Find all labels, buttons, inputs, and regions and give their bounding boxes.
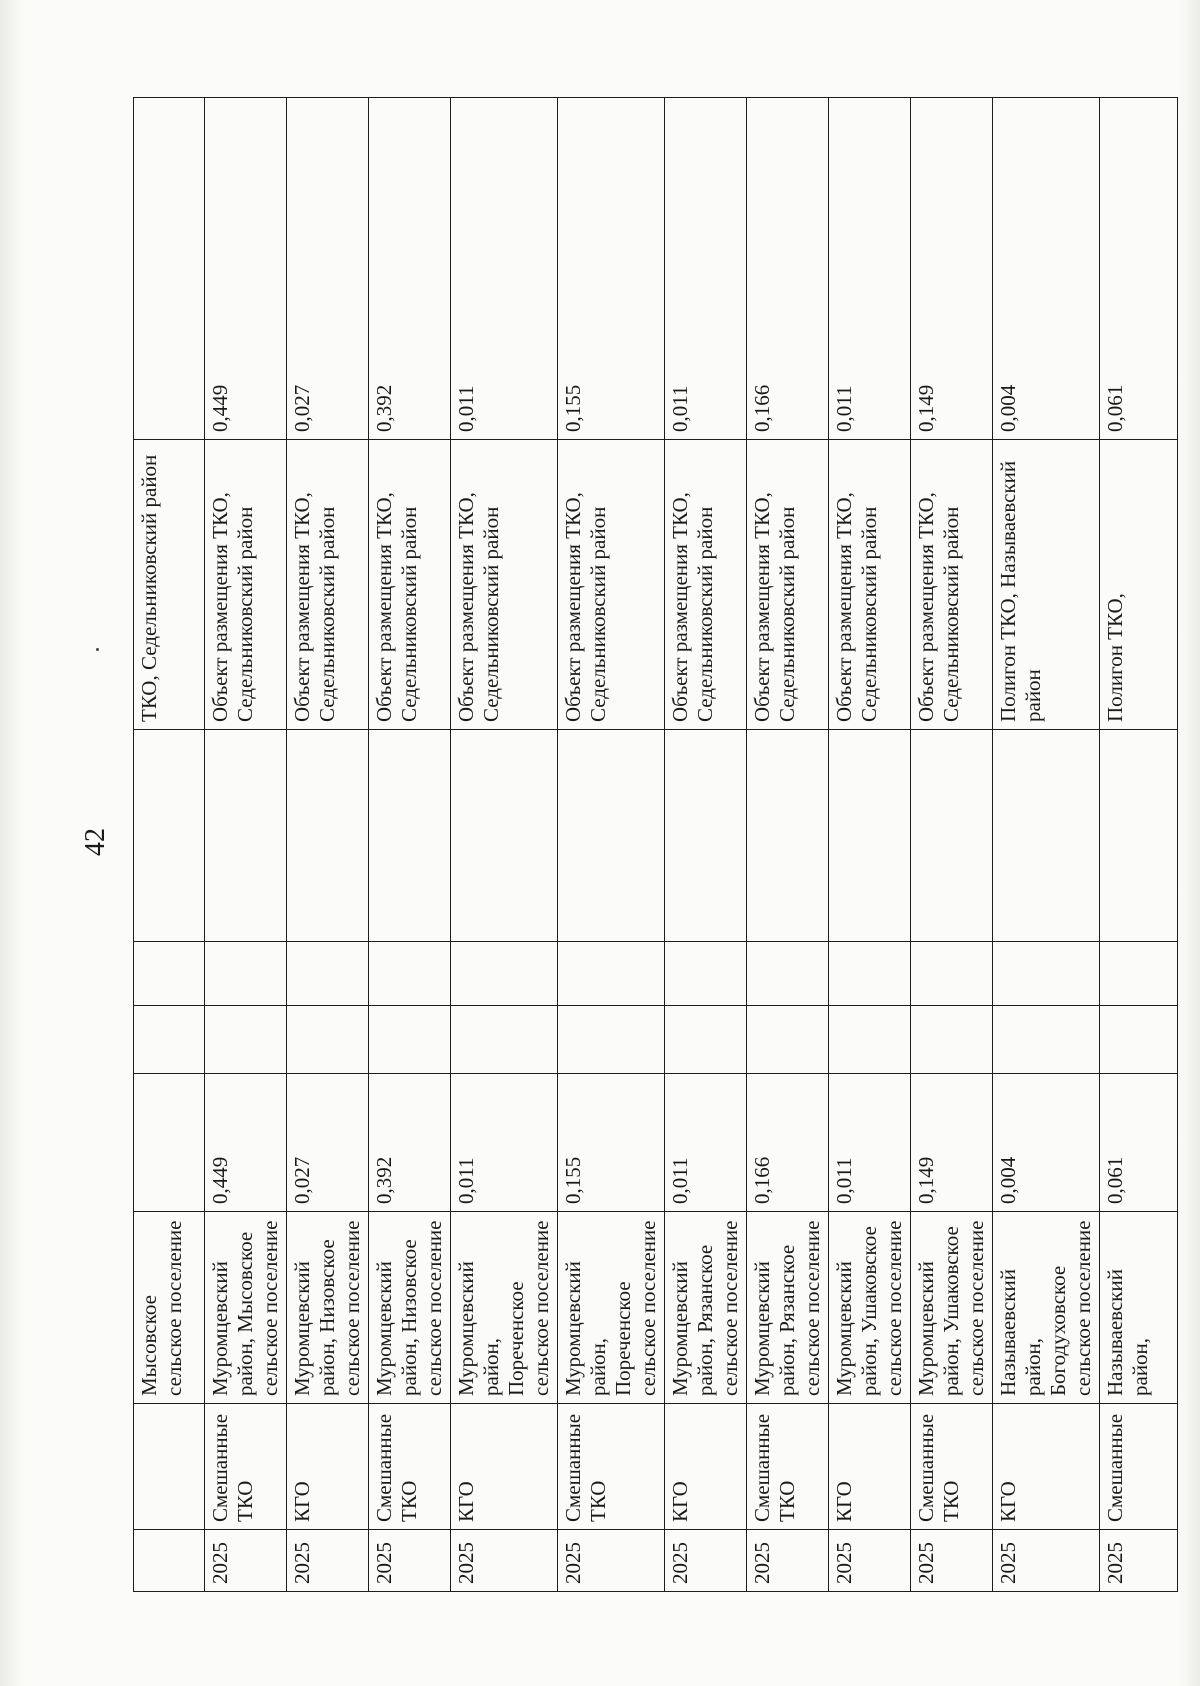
cell-volume: 0,061 <box>1100 1074 1178 1212</box>
cell-volume-received: 0,061 <box>1100 98 1178 440</box>
cell-empty-a <box>205 1006 287 1074</box>
cell-year: 2025 <box>993 1530 1100 1592</box>
cell-volume: 0,392 <box>369 1074 451 1212</box>
rotated-table-frame <box>133 98 1152 1592</box>
cell-source: Муромцевский район, Пореченское сельское поселение <box>451 1212 558 1404</box>
table-row <box>747 98 829 1592</box>
cell-empty-a <box>287 1006 369 1074</box>
scan-speck <box>96 648 99 651</box>
cell-waste-type: КГО <box>287 1404 369 1530</box>
table-row <box>665 98 747 1592</box>
cell-volume-received: 0,011 <box>829 98 911 440</box>
cell-volume-received: 0,011 <box>451 98 558 440</box>
cell-waste-type: КГО <box>993 1404 1100 1530</box>
cell-destination: Объект размещения ТКО, Седельниковский район <box>369 440 451 730</box>
cell-volume-received: 0,392 <box>369 98 451 440</box>
cell-destination: Объект размещения ТКО, Седельниковский район <box>451 440 558 730</box>
cell-volume-received: 0,004 <box>993 98 1100 440</box>
cell-empty-b <box>911 942 993 1006</box>
table-row <box>829 98 911 1592</box>
cell-empty-b <box>558 942 665 1006</box>
cell-empty-a <box>993 1006 1100 1074</box>
cell-empty-a <box>911 1006 993 1074</box>
cell-waste-type: Смешанные ТКО <box>911 1404 993 1530</box>
cell-empty-a <box>451 1006 558 1074</box>
cell-waste-type: Смешанные <box>1100 1404 1178 1530</box>
cell-empty-b <box>134 942 205 1006</box>
cell-empty-c <box>369 730 451 942</box>
cell-empty-a <box>134 1006 205 1074</box>
cell-volume: 0,166 <box>747 1074 829 1212</box>
cell-empty-c <box>747 730 829 942</box>
cell-destination: Объект размещения ТКО, Седельниковский район <box>911 440 993 730</box>
cell-volume <box>134 1074 205 1212</box>
cell-empty-c <box>911 730 993 942</box>
cell-empty-b <box>451 942 558 1006</box>
cell-destination: ТКО, Седельниковский район <box>134 440 205 730</box>
cell-waste-type: КГО <box>451 1404 558 1530</box>
cell-empty-b <box>287 942 369 1006</box>
cell-source: Муромцевский район, Рязанское сельское поселение <box>665 1212 747 1404</box>
cell-empty-b <box>1100 942 1178 1006</box>
cell-volume: 0,011 <box>665 1074 747 1212</box>
cell-empty-b <box>665 942 747 1006</box>
waste-flow-table <box>133 97 1178 1592</box>
cell-year: 2025 <box>665 1530 747 1592</box>
page-number: 42 <box>80 828 111 856</box>
cell-volume: 0,011 <box>451 1074 558 1212</box>
cell-year: 2025 <box>205 1530 287 1592</box>
cell-empty-a <box>369 1006 451 1074</box>
cell-source: Муромцевский район, Ушаковское сельское поселение <box>829 1212 911 1404</box>
cell-year: 2025 <box>287 1530 369 1592</box>
table-row <box>993 98 1100 1592</box>
cell-empty-c <box>451 730 558 942</box>
cell-source: Муромцевский район, Низовское сельское поселение <box>369 1212 451 1404</box>
cell-volume-received: 0,155 <box>558 98 665 440</box>
cell-destination: Полигон ТКО, Называевский район <box>993 440 1100 730</box>
table-row <box>205 98 287 1592</box>
scan-edge-left <box>0 0 26 1686</box>
cell-empty-a <box>747 1006 829 1074</box>
cell-empty-c <box>287 730 369 942</box>
cell-waste-type: Смешанные ТКО <box>747 1404 829 1530</box>
cell-waste-type: Смешанные ТКО <box>558 1404 665 1530</box>
cell-source: Муромцевский район, Ушаковское сельское поселение <box>911 1212 993 1404</box>
cell-volume-received: 0,149 <box>911 98 993 440</box>
cell-source: Мысовское сельское поселение <box>134 1212 205 1404</box>
cell-waste-type: Смешанные ТКО <box>369 1404 451 1530</box>
cell-empty-b <box>829 942 911 1006</box>
cell-volume-received: 0,449 <box>205 98 287 440</box>
cell-volume-received: 0,166 <box>747 98 829 440</box>
cell-destination: Объект размещения ТКО, Седельниковский район <box>829 440 911 730</box>
cell-source: Называевский район, Богодуховское сельское поселение <box>993 1212 1100 1404</box>
cell-volume: 0,149 <box>911 1074 993 1212</box>
table-row <box>287 98 369 1592</box>
cell-year: 2025 <box>369 1530 451 1592</box>
cell-source: Муромцевский район, Пореченское сельское поселение <box>558 1212 665 1404</box>
cell-volume-received: 0,011 <box>665 98 747 440</box>
table-row <box>451 98 558 1592</box>
cell-empty-c <box>205 730 287 942</box>
cell-empty-b <box>369 942 451 1006</box>
cell-destination: Объект размещения ТКО, Седельниковский район <box>747 440 829 730</box>
cell-empty-c <box>134 730 205 942</box>
cell-empty-c <box>993 730 1100 942</box>
cell-empty-a <box>829 1006 911 1074</box>
table-row <box>1100 98 1178 1592</box>
cell-empty-c <box>665 730 747 942</box>
cell-year: 2025 <box>558 1530 665 1592</box>
cell-waste-type <box>134 1404 205 1530</box>
cell-year: 2025 <box>911 1530 993 1592</box>
cell-empty-c <box>558 730 665 942</box>
cell-destination: Объект размещения ТКО, Седельниковский район <box>287 440 369 730</box>
table-row-continuation <box>134 98 205 1592</box>
cell-destination: Объект размещения ТКО, Седельниковский район <box>665 440 747 730</box>
cell-year <box>134 1530 205 1592</box>
cell-destination: Полигон ТКО, <box>1100 440 1178 730</box>
cell-waste-type: КГО <box>829 1404 911 1530</box>
cell-source: Называевский район, <box>1100 1212 1178 1404</box>
cell-empty-a <box>558 1006 665 1074</box>
cell-volume: 0,011 <box>829 1074 911 1212</box>
cell-destination: Объект размещения ТКО, Седельниковский район <box>558 440 665 730</box>
cell-volume: 0,004 <box>993 1074 1100 1212</box>
cell-source: Муромцевский район, Низовское сельское поселение <box>287 1212 369 1404</box>
cell-year: 2025 <box>451 1530 558 1592</box>
cell-empty-c <box>1100 730 1178 942</box>
cell-volume: 0,155 <box>558 1074 665 1212</box>
scan-edge-right <box>1178 0 1200 1686</box>
table-row <box>911 98 993 1592</box>
cell-empty-a <box>1100 1006 1178 1074</box>
cell-source: Муромцевский район, Мысовское сельское поселение <box>205 1212 287 1404</box>
cell-volume-received <box>134 98 205 440</box>
table-row <box>558 98 665 1592</box>
cell-volume: 0,027 <box>287 1074 369 1212</box>
cell-volume: 0,449 <box>205 1074 287 1212</box>
cell-volume-received: 0,027 <box>287 98 369 440</box>
table-body <box>134 98 1178 1592</box>
cell-year: 2025 <box>1100 1530 1178 1592</box>
cell-empty-b <box>747 942 829 1006</box>
cell-empty-a <box>665 1006 747 1074</box>
cell-destination: Объект размещения ТКО, Седельниковский район <box>205 440 287 730</box>
cell-year: 2025 <box>829 1530 911 1592</box>
cell-empty-c <box>829 730 911 942</box>
cell-year: 2025 <box>747 1530 829 1592</box>
cell-waste-type: КГО <box>665 1404 747 1530</box>
cell-empty-b <box>205 942 287 1006</box>
cell-waste-type: Смешанные ТКО <box>205 1404 287 1530</box>
cell-empty-b <box>993 942 1100 1006</box>
table-row <box>369 98 451 1592</box>
cell-source: Муромцевский район, Рязанское сельское поселение <box>747 1212 829 1404</box>
